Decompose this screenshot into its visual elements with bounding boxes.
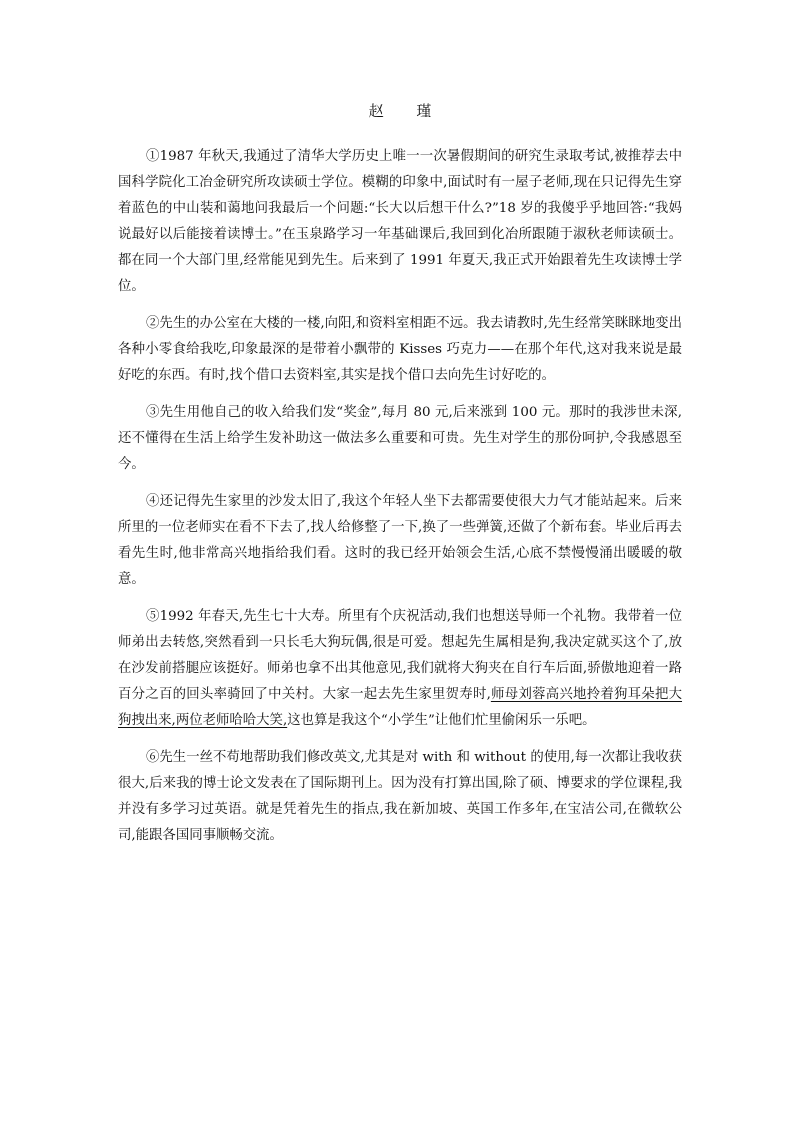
paragraph-3: ③先生用他自己的收入给我们发“奖金”,每月 80 元,后来涨到 100 元。那时的我涉世未深,还不懂得在生活上给学生发补助这一做法多么重要和可贵。先生对学生的那份呵护,令我感恩至今。	[118, 405, 682, 472]
paragraph-5	[118, 604, 682, 734]
underlined-sentence: 师母刘蓉高兴地拎着狗耳朵把大狗拽出来,两位老师哈哈大笑,	[118, 687, 683, 728]
author-name: 赵 瑾	[368, 102, 446, 120]
paragraph-1: ①1987 年秋天,我通过了清华大学历史上唯一一次暑假期间的研究生录取考试,被推荐去中国科学院化工冶金研究所攻读硕士学位。模糊的印象中,面试时有一屋子老师,现在只记得先生穿着蓝色的中山装和蔼地问我最后一个问题:“长大以后想干什么?”18 岁的我傻乎乎地回答:“我妈说最好以后能接着读博士。”在玉泉路学习一年基础课后,我回到化冶所跟随于淑秋老师读硕士。都在同一个大部门里,经常能见到先生。后来到了 1991 年夏天,我正式开始跟着先生攻读博士学位。	[118, 149, 682, 294]
paragraph-5-text-before: ⑤1992 年春天,先生七十大寿。所里有个庆祝活动,我们也想送导师一个礼物。我带着一位师弟出去转悠,突然看到一只长毛大狗玩偶,很是可爱。想起先生属相是狗,我决定就买这个了,放在沙发前搭腿应该挺好。师弟也拿不出其他意见,我们就将大狗夹在自行车后面,骄傲地迎着一路百分之百的回头率骑回了中关村。大家一起去先生家里贺寿时,	[118, 609, 682, 702]
paragraph-4: ④还记得先生家里的沙发太旧了,我这个年轻人坐下去都需要使很大力气才能站起来。后来所里的一位老师实在看不下去了,找人给修整了一下,换了一些弹簧,还做了个新布套。毕业后再去看先生时,他非常高兴地指给我们看。这时的我已经开始领会生活,心底不禁慢慢涌出暖暖的敬意。	[118, 494, 682, 587]
paragraph-2: ②先生的办公室在大楼的一楼,向阳,和资料室相距不远。我去请教时,先生经常笑眯眯地变出各种小零食给我吃,印象最深的是带着小飘带的 Kisses 巧克力——在那个年代,这对我来说是最好吃的东西。有时,找个借口去资料室,其实是找个借口去向先生讨好吃的。	[118, 316, 682, 383]
document-page	[118, 98, 682, 860]
paragraph-5-text-after: 这也算是我这个“小学生”让他们忙里偷闲乐一乐吧。	[287, 713, 596, 728]
paragraph-6: ⑥先生一丝不苟地帮助我们修改英文,尤其是对 with 和 without 的使用,每一次都让我收获很大,后来我的博士论文发表在了国际期刊上。因为没有打算出国,除了硕、博要求的学位课程,我并没有多学习过英语。就是凭着先生的指点,我在新加坡、英国工作多年,在宝洁公司,在微软公司,能跟各国同事顺畅交流。	[118, 750, 682, 843]
